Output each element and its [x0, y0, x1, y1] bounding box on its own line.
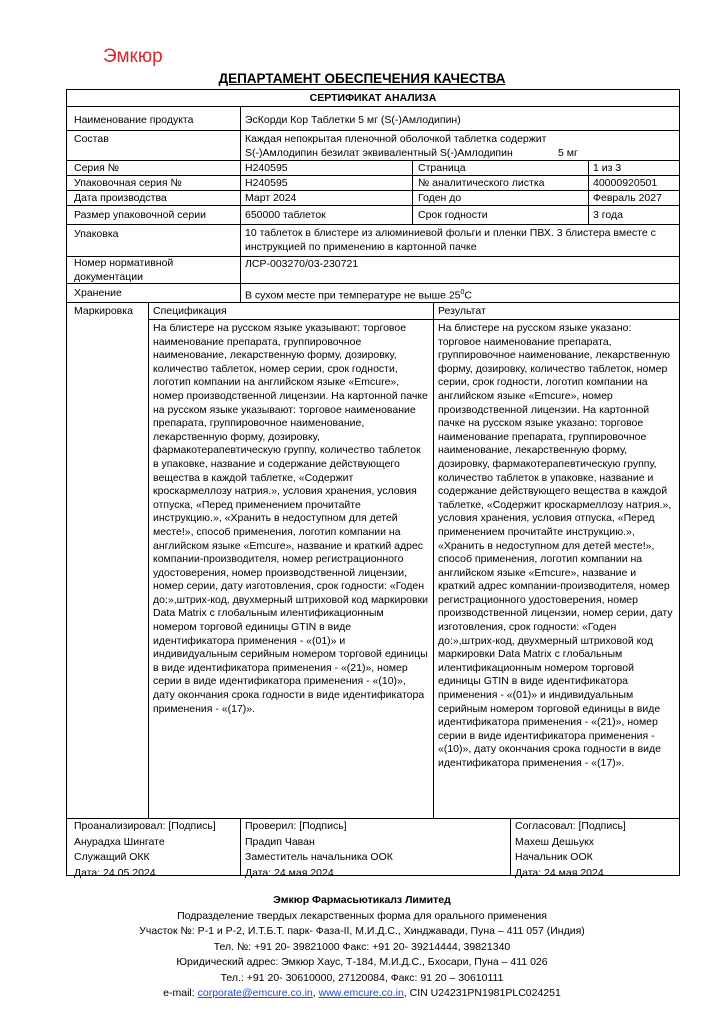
composition-dose: 5 мг — [558, 147, 578, 159]
spec-header: Спецификация — [153, 305, 227, 317]
result-text: На блистере на русском языке указано: торговое наименование препарата, группировочное наименование, лекарственную форму, дозировку, количество таблеток, номер серии, срок годности, логотип компании на английском языке «Emcure», номер производственной лицензии. На картонной пачке на русском языке указано: торговое наименование препарата, группировочное наименование, лекарственную форму, дозировку, фармакотерапевтическую группу, количество таблеток в упаковке, название и содержание действующего вещества в каждой таблетке, «Содержит кроскармеллозу натрия.», условия хранения, условия отпуска, «Перед применением прочитайте инструкцию.», «Хранить в недоступном для детей месте!», способ применения, логотип компании на английском языке «Emcure», название и краткий адрес компании-производителя, номер регистрационного удостоверения, номер производственной лицензии, номер серии, дату изготовления, срок годности: «Годен до:»,штрих-код, двухмерный штриховой код маркировки Data Matrix с глобальным илентификационным номером торговой единицы GTIN в виде идентификатора применения - «(01)» и индивидуальным серийным номером торговой единицы в виде идентификатора применения - «(21)», номер серии в виде идентификатора применения - «(10)», дату окончания срока годности в виде идентификатора применения - «(17)». — [438, 322, 673, 769]
normdoc-value: ЛСР-003270/03-230721 — [245, 258, 359, 270]
pack-series-label: Упаковочная серия № — [74, 177, 182, 189]
analytical-sheet-label: № аналитического листка — [418, 177, 545, 189]
website-link[interactable]: www.emcure.co.in — [318, 987, 404, 999]
footer-company: Эмкюр Фармасьютикалз Лимитед — [273, 894, 451, 906]
pack-series-value: H240595 — [245, 177, 288, 189]
product-label: Наименование продукта — [74, 114, 194, 126]
footer-contacts: e-mail: corporate@emcure.co.in, www.emcure.co.in, CIN U24231PN1981PLC024251 — [163, 987, 561, 999]
footer-phone: Тел. №: +91 20- 39821000 Факс: +91 20- 39214444, 39821340 — [213, 940, 511, 953]
composition-line1: Каждая непокрытая пленочной оболочкой таблетка содержит — [245, 133, 547, 145]
series-value: H240595 — [245, 162, 288, 174]
page-value: 1 из 3 — [593, 162, 622, 174]
company-logo: Эмкюр — [103, 46, 163, 67]
department-title: ДЕПАРТАМЕНТ ОБЕСПЕЧЕНИЯ КАЧЕСТВА — [218, 71, 506, 86]
packaging-value: 10 таблеток в блистере из алюминиевой фольги и пленки ПВХ. 3 блистера вместе с инструкцией по применению в картонной пачке — [245, 227, 656, 253]
mfg-date-label: Дата производства — [74, 192, 167, 204]
footer — [0, 893, 724, 1002]
storage-value: В сухом месте при температуре не выше $25^0C$ — [245, 289, 473, 302]
series-label: Серия № — [74, 162, 119, 174]
signature-analyzed: Проанализировал: [Подпись] Анурадха Шингате Служащий ОКК Дата: 24.05.2024 — [74, 820, 216, 879]
batch-size-label: Размер упаковочной серии — [74, 209, 206, 221]
signature-checked: Проверил: [Подпись] Прадип Чаван Заместитель начальника ООК Дата: 24 мая 2024 — [245, 820, 393, 879]
shelf-life-label: Срок годности — [418, 209, 488, 221]
marking-label: Маркировка — [74, 305, 133, 317]
expiry-value: Февраль 2027 — [593, 192, 662, 204]
footer-division: Подразделение твердых лекарственных форма для орального применения — [177, 909, 547, 922]
storage-label: Хранение — [74, 287, 122, 299]
spec-text: На блистере на русском языке указывают: торговое наименование препарата, группировочное наименование, лекарственную форму, дозировку, количество таблеток, номер серии, срок годности, логотип компании на английском языке «Emcure», номер производственной лицензии. На картонной пачке на русском языке указывают: торговое наименование препарата, группировочное наименование, лекарственную форму, дозировку, фармакотерапевтическую группу, количество таблеток в упаковке, название и содержание действующего вещества в каждой таблетке, «Содержит кроскармеллозу натрия.», условия хранения, условия отпуска, «Перед применением прочитайте инструкцию.», «Хранить в недоступном для детей месте!», способ применения, логотип компании на английском языке «Emcure», название и краткий адрес компании-производителя, номер регистрационного удостоверения, номер производственной лицензии, номер серии, дату изготовления, срок годности: «Годен до:»,штрих-код, двухмерный штриховой код маркировки Data Matrix с глобальным илентификационным номером торговой единицы GTIN в виде идентификатора применения - «(01)» и индивидуальным серийным номером торговой единицы в виде идентификатора применения - «(21)», номер серии в виде идентификатора применения - «(10)», дату окончания срока годности в виде идентификатора применения - «(17)». — [153, 322, 429, 715]
composition-line2: S(-)Амлодипин безилат эквивалентный S(-)Амлодипин — [245, 147, 513, 159]
footer-address: Участок №: Р-1 и Р-2, И.Т.Б.Т. парк- Фаза-II, М.И.Д.С., Хинджавади, Пуна – 411 057 (Индия) — [139, 925, 585, 937]
signature-approved: Согласовал: [Подпись] Махеш Дешьукх Начальник ООК Дата: 24 мая 2024 — [515, 820, 626, 879]
batch-size-value: 650000 таблеток — [245, 209, 326, 221]
certificate-title: СЕРТИФИКАТ АНАЛИЗА — [67, 90, 679, 107]
product-value: ЭсКорди Кор Таблетки 5 мг (S(-)Амлодипин) — [245, 114, 461, 126]
mfg-date-value: Март 2024 — [245, 192, 297, 204]
footer-legal-address: Юридический адрес: Эмкюр Хаус, Т-184, М.И.Д.С., Бхосари, Пуна – 411 026 — [176, 956, 548, 968]
packaging-label: Упаковка — [74, 228, 119, 240]
normdoc-label: Номер нормативной документации — [74, 257, 174, 283]
analytical-sheet-value: 40000920501 — [593, 177, 658, 189]
shelf-life-value: 3 года — [593, 209, 623, 221]
page-label: Страница — [418, 162, 466, 174]
expiry-label: Годен до — [418, 192, 462, 204]
email-link[interactable]: corporate@emcure.co.in — [197, 987, 313, 999]
footer-phone2: Тел.: +91 20- 30610000, 27120084, Факс: 91 20 – 30610111 — [220, 971, 504, 984]
composition-label: Состав — [74, 133, 109, 145]
result-header: Результат — [438, 305, 486, 317]
